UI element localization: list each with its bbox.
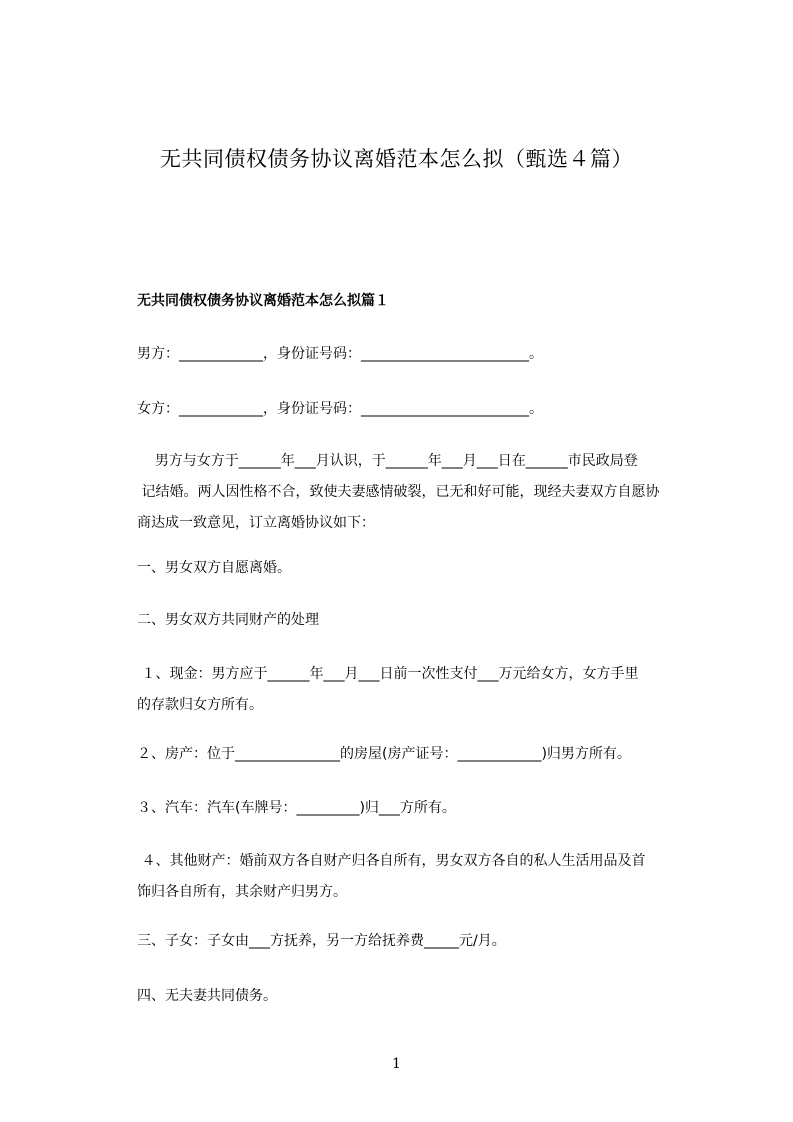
paragraph-clause-1: 一、男女双方自愿离婚。: [137, 560, 291, 576]
paragraph-clause-2: 二、男女双方共同财产的处理: [137, 612, 319, 628]
paragraph-female-party: 女方：____________，身份证号码：________________________。: [137, 401, 543, 417]
paragraph-male-party: 男方：____________，身份证号码：________________________。: [137, 346, 543, 362]
section-heading: 无共同债权债务协议离婚范本怎么拟篇１: [137, 293, 389, 309]
paragraph-other-assets: ４、其他财产：婚前双方各自财产归各自所有，男女双方各自的私人生活用品及首 饰归各自所有，其余财产归男方。: [137, 853, 646, 900]
paragraph-debts: 四、无夫妻共同债务。: [137, 988, 277, 1004]
paragraph-intro: 男方与女方于______年___月认识，于______年___月___日在______市民政局登 记结婚。两人因性格不合，致使夫妻感情破裂，已无和好可能，现经夫妻双方自愿协 商达成一致意见，订立离婚协议如下：: [137, 453, 660, 531]
paragraph-cash: １、现金：男方应于______年___月___日前一次性支付___万元给女方，女方手里 的存款归女方所有。: [137, 666, 639, 713]
paragraph-children: 三、子女：子女由___方抚养，另一方给抚养费_____元/月。: [137, 933, 506, 949]
document-title: 无共同债权债务协议离婚范本怎么拟（甄选４篇）: [160, 147, 633, 171]
paragraph-property: ２、房产：位于_______________的房屋(房产证号：____________)归男方所有。: [137, 746, 631, 762]
page-number: 1: [392, 1056, 401, 1072]
paragraph-car: ３、汽车：汽车(车牌号：_________)归___方所有。: [137, 800, 456, 816]
